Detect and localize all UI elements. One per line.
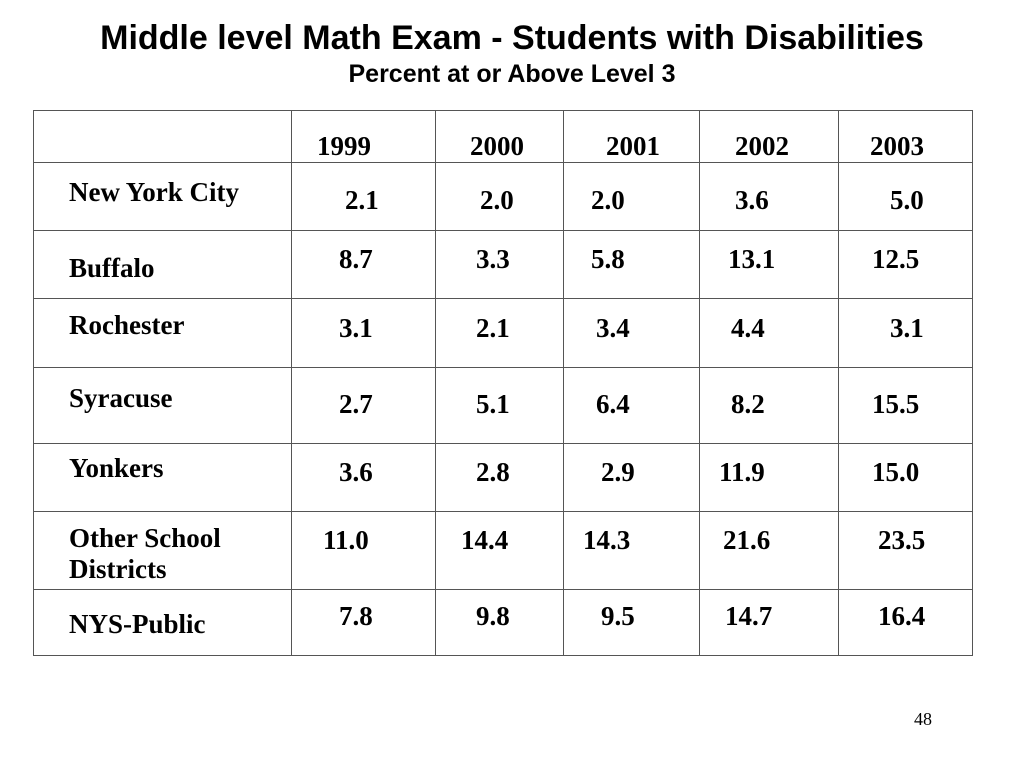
table-cell: 16.4 [878,601,926,631]
table-cell: 9.5 [601,601,635,631]
table-cell: 3.6 [735,185,769,215]
year-header: 2001 [606,131,660,161]
table-cell: 7.8 [339,601,373,631]
table-cell: 2.9 [601,457,635,487]
table-cell: 2.0 [591,185,625,215]
table-divider [699,111,700,655]
table-cell: 2.8 [476,457,510,487]
year-header: 2002 [735,131,789,161]
table-cell: 3.6 [339,457,373,487]
page-number: 48 [914,709,932,729]
table-divider [563,111,564,655]
results-table [33,110,973,656]
table-cell: 14.7 [725,601,773,631]
table-cell: 2.0 [480,185,514,215]
year-header: 2000 [470,131,524,161]
row-label-other-school-districts-line2: Districts [69,554,167,584]
table-cell: 6.4 [596,389,630,419]
table-cell: 8.7 [339,244,373,274]
table-divider [34,162,972,163]
year-header: 1999 [317,131,371,161]
table-cell: 11.0 [323,525,369,555]
table-cell: 14.4 [461,525,509,555]
table-cell: 5.0 [890,185,924,215]
row-label-syracuse: Syracuse [69,383,173,413]
table-divider [34,367,972,368]
row-label-rochester: Rochester [69,310,185,340]
table-cell: 13.1 [728,244,776,274]
table-cell: 4.4 [731,313,765,343]
table-cell: 9.8 [476,601,510,631]
table-divider [34,589,972,590]
table-divider [838,111,839,655]
table-cell: 3.1 [890,313,924,343]
table-cell: 21.6 [723,525,771,555]
page-title: Middle level Math Exam - Students with Disabilities [100,19,924,57]
table-divider [34,298,972,299]
table-divider [34,443,972,444]
table-cell: 15.0 [872,457,920,487]
table-cell: 2.1 [345,185,379,215]
row-label-other-school-districts: Other School [69,523,221,553]
table-cell: 11.9 [719,457,765,487]
table-divider [435,111,436,655]
table-cell: 2.1 [476,313,510,343]
table-divider [291,111,292,655]
table-cell: 2.7 [339,389,373,419]
table-divider [34,511,972,512]
table-cell: 5.8 [591,244,625,274]
table-cell: 8.2 [731,389,765,419]
row-label-yonkers: Yonkers [69,453,164,483]
year-header: 2003 [870,131,924,161]
table-cell: 23.5 [878,525,926,555]
table-cell: 5.1 [476,389,510,419]
table-cell: 15.5 [872,389,920,419]
page-subtitle: Percent at or Above Level 3 [348,60,676,88]
row-label-nys-public: NYS-Public [69,609,206,639]
table-cell: 3.3 [476,244,510,274]
table-divider [34,230,972,231]
table-cell: 3.1 [339,313,373,343]
row-label-buffalo: Buffalo [69,253,155,283]
table-cell: 14.3 [583,525,631,555]
table-cell: 12.5 [872,244,920,274]
table-cell: 3.4 [596,313,630,343]
row-label-new-york-city: New York City [69,177,239,207]
